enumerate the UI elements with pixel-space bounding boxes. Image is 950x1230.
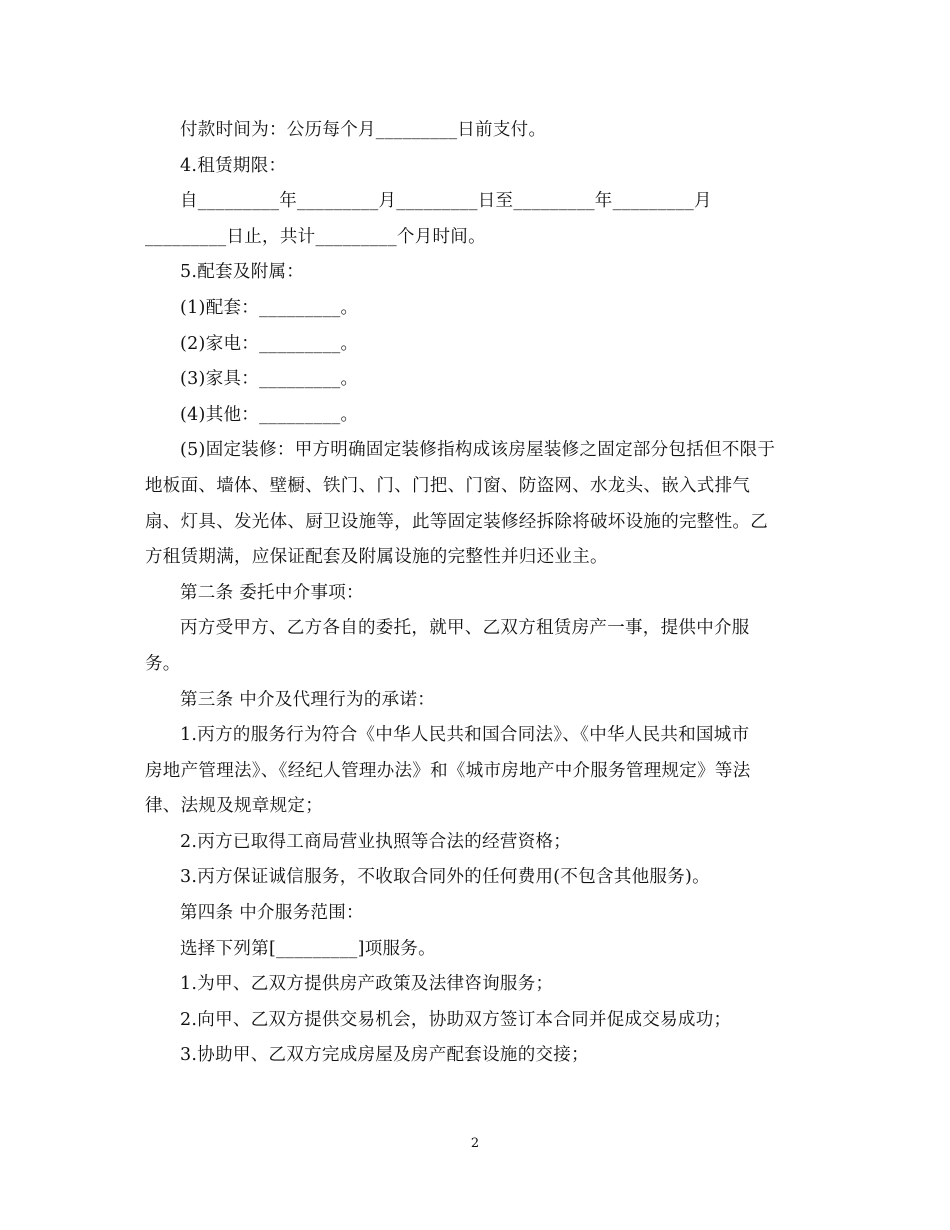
fixed-decoration-line-2: 地板面、墙体、壁橱、铁门、门、门把、门窗、防盗网、水龙头、嵌入式排气 (145, 475, 751, 496)
article-3-item-2: 2.丙方已取得工商局营业执照等合法的经营资格； (180, 831, 572, 852)
facilities-item-2: (2)家电：_________。 (180, 333, 359, 354)
facilities-item-1: (1)配套：_________。 (180, 297, 359, 318)
fixed-decoration-line-3: 扇、灯具、发光体、厨卫设施等，此等固定装修经拆除将破坏设施的完整性。乙 (145, 511, 768, 532)
article-3-heading: 第三条 中介及代理行为的承诺： (180, 689, 436, 710)
lease-term-from-line: 自_________年_________月_________日至_________年_________月 (180, 191, 712, 212)
article-3-item-1-line-2: 房地产管理法》、《经纪人管理办法》和《城市房地产中介服务管理规定》等法 (145, 760, 751, 781)
article-3-item-3: 3.丙方保证诚信服务，不收取合同外的任何费用(不包含其他服务)。 (180, 867, 710, 888)
lease-term-heading: 4.租赁期限： (180, 155, 287, 176)
article-3-item-1-line-3: 律、法规及规章规定； (145, 796, 323, 817)
facilities-item-4: (4)其他：_________。 (180, 404, 359, 425)
page-number: 2 (470, 1136, 480, 1151)
article-4-selection-line: 选择下列第[_________]项服务。 (180, 938, 436, 959)
lease-term-to-line: _________日止，共计_________个月时间。 (145, 226, 486, 247)
article-3-item-1-line-1: 1.丙方的服务行为符合《中华人民共和国合同法》、《中华人民共和国城市 (180, 725, 750, 746)
article-2-heading: 第二条 委托中介事项： (180, 582, 364, 603)
facilities-item-3: (3)家具：_________。 (180, 369, 359, 390)
article-2-text-line-1: 丙方受甲方、乙方各自的委托，就甲、乙双方租赁房产一事，提供中介服 (180, 618, 750, 639)
article-4-item-2: 2.向甲、乙双方提供交易机会，协助双方签订本合同并促成交易成功； (180, 1009, 732, 1030)
fixed-decoration-line-1: (5)固定装修：甲方明确固定装修指构成该房屋装修之固定部分包括但不限于 (180, 440, 776, 461)
facilities-heading: 5.配套及附属： (180, 262, 305, 283)
article-4-item-1: 1.为甲、乙双方提供房产政策及法律咨询服务； (180, 974, 554, 995)
payment-time-line: 付款时间为：公历每个月_________日前支付。 (180, 120, 547, 140)
document-body (145, 113, 810, 1074)
article-4-heading: 第四条 中介服务范围： (180, 903, 364, 924)
article-4-item-3: 3.协助甲、乙双方完成房屋及房产配套设施的交接； (180, 1045, 589, 1066)
article-2-text-line-2: 务。 (145, 653, 181, 674)
fixed-decoration-line-4: 方租赁期满，应保证配套及附属设施的完整性并归还业主。 (145, 547, 608, 568)
